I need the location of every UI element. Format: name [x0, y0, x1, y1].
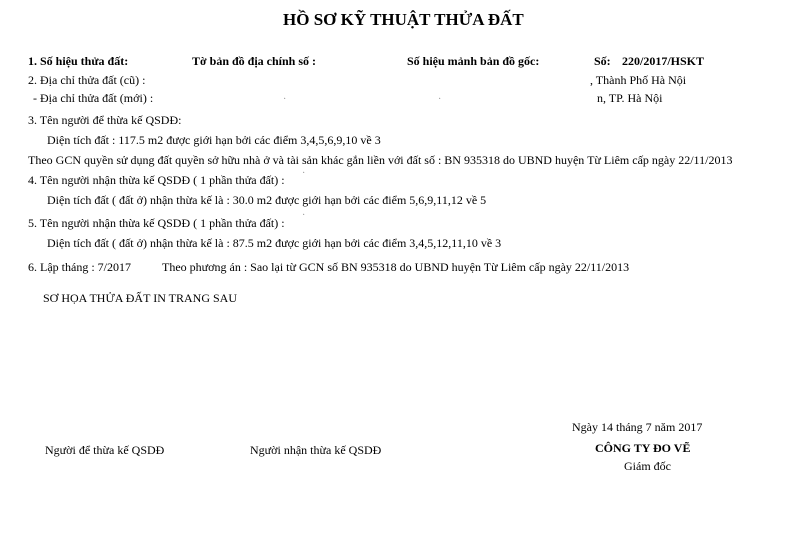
- certificate-line: Theo GCN quyền sử dụng đất quyền sở hữu nhà ở và tài sản khác gắn liền với đất số : BN 935318 do UBND huyện Từ Liêm cấp ngày 22/11/2013: [28, 153, 733, 167]
- original-map-label: Số hiệu mảnh bản đồ gốc:: [407, 54, 540, 68]
- new-address-value: n, TP. Hà Nội: [597, 91, 663, 105]
- heir-signature-label: Người nhận thừa kế QSDĐ: [250, 443, 382, 457]
- testator-label: 3. Tên người để thừa kế QSDĐ:: [28, 113, 182, 127]
- heir-1-label: 4. Tên người nhận thừa kế QSDĐ ( 1 phần thửa đất) :: [28, 173, 285, 187]
- old-address-label: 2. Địa chỉ thửa đất (cũ) :: [28, 73, 146, 87]
- parcel-number-label: 1. Số hiệu thửa đất:: [28, 54, 129, 68]
- document-title: HỒ SƠ KỸ THUẬT THỬA ĐẤT: [283, 10, 524, 29]
- redaction-mark: ·: [302, 210, 306, 221]
- testator-signature-label: Người để thừa kế QSDĐ: [45, 443, 165, 457]
- testator-area: Diện tích đất : 117.5 m2 được giới hạn bởi các điểm 3,4,5,6,9,10 về 3: [47, 133, 381, 147]
- prepared-month: 6. Lập tháng : 7/2017: [28, 260, 131, 274]
- record-number-value: 220/2017/HSKT: [622, 54, 705, 68]
- record-number-label: Số:: [594, 54, 611, 68]
- director-label: Giám đốc: [624, 459, 671, 473]
- redaction-mark: ·: [283, 94, 287, 105]
- signing-date: Ngày 14 tháng 7 năm 2017: [572, 420, 703, 434]
- map-sheet-label: Tờ bản đồ địa chính số :: [192, 54, 317, 68]
- heir-2-area: Diện tích đất ( đất ở) nhận thừa kế là : 87.5 m2 được giới hạn bởi các điểm 3,4,5,12,11,10 về 3: [47, 236, 502, 250]
- new-address-label: - Địa chỉ thửa đất (mới) :: [33, 91, 154, 105]
- company-name: CÔNG TY ĐO VẼ: [595, 441, 691, 455]
- redaction-mark: ·: [438, 94, 442, 105]
- sketch-note: SƠ HỌA THỬA ĐẤT IN TRANG SAU: [43, 291, 237, 305]
- redaction-mark: ·: [302, 168, 306, 179]
- heir-2-label: 5. Tên người nhận thừa kế QSDĐ ( 1 phần thửa đất) :: [28, 216, 285, 230]
- plan-description: Theo phương án : Sao lại từ GCN số BN 935318 do UBND huyện Từ Liêm cấp ngày 22/11/2013: [162, 260, 630, 274]
- heir-1-area: Diện tích đất ( đất ở) nhận thừa kế là : 30.0 m2 được giới hạn bởi các điểm 5,6,9,11,12 về 5: [47, 193, 487, 207]
- old-address-value: , Thành Phố Hà Nội: [590, 73, 687, 87]
